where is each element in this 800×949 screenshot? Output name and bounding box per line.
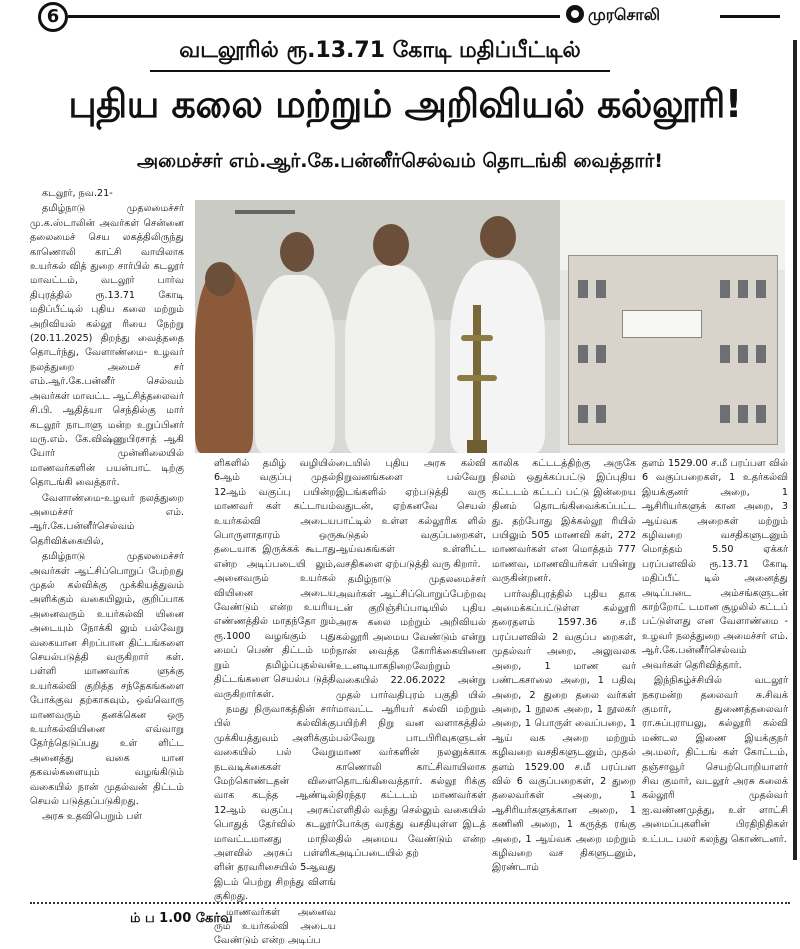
ceiling-fan — [235, 210, 295, 214]
article-paragraph: நமது நிருவாகத்தின் சார் பில் கல்விக்கு முக்கியத்துவம் அளிக்கும் வகையில் பல் வேறு நடவடிக்கைகள் மேற்கொண்டதன் விளை வாக கடந்த ஆண்டில் 12ஆம் வகுப்பு அரசுப் பொதுத் தேர்வில் கடலூர் மாவட்டமானது மாநில அளவில் அரசுப் பள்ளிக ளின் தரவரிசையில் 5ஆவது இடம் பெற்று சிறந்து விளங் குகிறது. — [214, 703, 336, 903]
article-paragraph: மாணவர்கள் அனைவ ரும் உயர்கல்வி அடைய வேண்டும் என்ற அடிப்ப — [214, 906, 336, 947]
article-paragraph: ளிகளில் தமிழ் வழியில் 6ஆம் வகுப்பு முதல் 12ஆம் வகுப்பு பயின்ற மாணவர் கள் கட்டாயம் உயர்கல்வி அடைய பொருளாதாரம் ஒரு தடையாக இருக்கக் கூடாது என்ற அடிப்படையி லும், அனைவரும் உயர்கல் வியினை அடைய வேண்டும் என்ற உயரிய எண்ணத்தில் மாதந்தோ றும் ரூ.1000 வழங்கும் புது மைப் பெண் திட்டம் மற் றும் தமிழ்ப்புதல்வன் திட்டங்களை செயல்ப டுத்தி வருகிறார்கள். — [214, 458, 336, 700]
article-paragraph: தமிழ்நாடு முதலமைச்சர் அவர்கள் ஆட்சிப்பொறுப்பேற்றவு டன் குறிஞ்சிப்பாடியில் புதிய அரசு கலை மற்றும் அறிவியல் கல்லூரி அமைய வேண்டும் என்று நான் வைத்த கோரிக்கையினை உடனடியாகநிறைவேற்றும் வகையில் 22.06.2022 அன்று முதல் பார்வதிபுரம் பகுதி யில் மாவட்ட ஆரியர் கல்வி மற்றும் பயிற்சி நிறு வன வளாகத்தில் பல்வேறு பாடபிரிவுகளுடன் மாண வர்களின் நலனுக்காக காணொலி காட்சிவாயிலாக தொடங்கிவைத்தார். கல்லூ ரிக்கு நிரந்தர கட்டடம் மாணவர்கள் எளிதில் வந்து செல்லும் வகையில் போக்கு வரத்து வசதியுள்ள இடத் தில் அமைய வேண்டும் என்ற அடிப்படையில் தற் — [336, 574, 486, 859]
article-column-1 — [30, 187, 184, 892]
page-number: 6 — [38, 2, 68, 32]
photo-person-head — [205, 262, 235, 296]
photo-person-head — [480, 216, 516, 258]
article-column-3 — [336, 457, 486, 892]
lamp-tier — [461, 335, 493, 341]
lamp-base — [467, 440, 487, 453]
building-window — [756, 345, 766, 363]
header-rule-left — [68, 15, 560, 18]
dateline: கடலூர், நவ.21- — [42, 188, 113, 199]
header-rule-right — [720, 15, 780, 18]
page-header — [0, 0, 800, 36]
article-paragraph: தளம் 1529.00 ச.மீ பரப்பள வில் 6 வகுப்பறைகள், 1 உதர்கல்வி இயக்குனர் அறை, 1 ஆசிரியர்களுக் கான அறை, 3 ஆய்வக அறைகள் மற்றும் கழிவறை வசதிகளுடனும் மொத்தம் 5.50 ஏக்கர் பரப்பளவில் ரூ.13.71 கோடி மதிப்பீட் டில் அனைத்து அடிப்படை அம்சங்களுடன் காற்றோட் டமான சூழலில் கட்டப் பட்டுள்ளது என வேளாண்மை - உழவர் நலத்துறை அமைச்சர் எம். ஆர்.கே.பன்னீர்செல்வம் அவர்கள் தெரிவித்தார். — [642, 458, 788, 671]
article-column-5 — [642, 457, 788, 892]
article-column-4 — [492, 457, 636, 892]
inauguration-photo — [195, 200, 560, 453]
next-article-fragment — [30, 900, 790, 926]
lamp-tier — [457, 375, 497, 381]
building-window — [738, 280, 748, 298]
building-window — [756, 405, 766, 423]
photo-person-woman — [195, 270, 253, 453]
section-divider — [30, 902, 790, 904]
article-paragraph: காலிக கட்டடத்திற்கு அருகே நிலம் ஒதுக்கப்பட்டு இப்புதிய கட்டடம் கட்டப் பட்டு இன்றைய தினம் தொடங்கிவைக்கப்பட்ட து. தற்போது இக்கல்லூ ரியில் பயிலும் 505 மாணவி கள், 272 மாணவர்கள் என மொத்தம் 777 மாணவ, மாணவியர்கள் பயின்று வருகின்றனர். — [492, 458, 636, 585]
article-paragraph: வேளாண்மை-உழவர் நலத்துறை அமைச்சர் எம். ஆர்.கே.பன்னீர்செல்வம் தெரிவிக்கையில், — [30, 492, 184, 547]
masthead-logo-icon — [566, 5, 584, 23]
article-subhead: அமைச்சர் எம்.ஆர்.கே.பன்னீர்செல்வம் தொடங்கி வைத்தார்! — [137, 150, 663, 172]
article-kicker: வடலூரில் ரூ.13.71 கோடி மதிப்பீட்டில் — [150, 38, 610, 72]
article-column-2 — [214, 457, 336, 947]
article-headline: புதிய கலை மற்றும் அறிவியல் கல்லூரி! — [68, 82, 742, 126]
building-window — [738, 345, 748, 363]
photo-person-1 — [255, 275, 335, 453]
article-paragraph: அரசு உதவிபெறும் பள் — [42, 811, 142, 823]
article-paragraph: டையில் புதிய அரசு கல்வி நிறுவனங்களை பல்வேறு இடங்களில் ஏற்படுத்தி வரு வதுடன், ஏற்கனவே செயல் பாட்டில் உள்ள கல்லூரிக ளில் கூடுதல் வகுப்பறைகள், ஆய்வகங்கள் உள்ளிட்ட வசதிகளை ஏற்படுத்தி வரு கிறார். — [336, 458, 486, 570]
page-edge-rule — [793, 40, 797, 860]
article-paragraph: தமிழ்நாடு முதலமைச்சர் அவர்கள் ஆட்சிப்பொறுப் பேற்றது முதல் கல்விக்கு முக்கியத்துவம் அளிக்கும் வகையிலும், குறிப்பாக அனைவரும் உயர்கல்வி யினை அடையும் நோக்கி லும் பல்வேறு வகையான சிறப்பான திட்டங்களை செயல்படுத்தி வருகிறார் கள். பள்ளி மாணவர்க ளுக்கு உயர்கல்வி குறித்த சந்தேகங்களை போக்குவ தற்காகவும், ஒவ்வொரு மாணவரும் தனக்கென ஒரு உயர்கல்வியினை எவ்வாறு தேர்ந்தெடுப்பது உள் ளிட்ட அனைத்து வகை யான தகவல்களையும் வழங்கிடும் வகையில் நான் முதல்வன் திட்டம் செயல் படுத்தப்படுகிறது. — [30, 551, 184, 808]
college-name-board — [622, 310, 702, 338]
building-window — [578, 280, 588, 298]
building-window — [720, 405, 730, 423]
building-window — [596, 405, 606, 423]
next-article-headline-fragment: ம் ப 1.00 கேர்வ — [130, 911, 233, 926]
building-window — [720, 280, 730, 298]
article-paragraph: தமிழ்நாடு முதலமைச்சர் மு.க.ஸ்டாலின் அவர்கள் சென்னை தலைமைச் செய லகத்திலிருந்து காணொலி காட்சி வாயிலாக உயர்கல் வித் துறை சார்பில் கடலூர் மாவட்டம், வடலூர் பார்வ திபுரத்தில் ரூ.13.71 கோடி மதிப்பீட்டில் புதிய கலை மற்றும் அறிவியல் கல்லூ ரியை நேற்று (20.11.2025) திறந்து வைத்ததை தொடர்ந்து, வேளாண்மை- உழவர் நலத்துறை அமைச் சர் எம்.ஆர்.கே.பன்னீர் செல்வம் அவர்கள் மாவட்ட ஆட்சித்தலைவர் சி.பி. ஆதித்யா செந்தில்கு மார் கடலூர் நாடாளு மன்ற உறுப்பினர் மரு.எம். கே.விஷ்ணுபிரசாத் ஆகி யோர் முன்னிலையில் மாணவர்களின் பயன்பாட் டிற்கு தொடங்கி வைத்தார். — [30, 203, 184, 489]
photo-person-official — [450, 260, 545, 453]
photo-person-minister — [345, 265, 435, 453]
college-building-photo — [560, 200, 785, 453]
masthead-title: முரசொலி — [588, 5, 660, 24]
article-paragraph: இந்நிகழ்ச்சியில் வடலூர் நகரமன்ற தலைவர் சு.சிவக் குமார், துணைத்தலைவர் ரா.சுப்புராயலு, கல்லூரி கல்வி மண்டல இணை இயக்குநர் அ.மலர், திட்டங் கள் கோட்டம், தஞ்சாவூர் செயற்பொறியாளர் சிவ குமார், வடலூர் அரசு கலைக் கல்லூரி முதல்வர் ஐ.வண்ணமுத்து, உள் ளாட்சி அமைப்புகளின் பிரதிநிதிகள் உட்பட பலர் கலந்து கொண்டனர். — [642, 675, 788, 845]
building-window — [578, 345, 588, 363]
building-window — [596, 280, 606, 298]
photo-person-head — [373, 224, 409, 266]
building-window — [596, 345, 606, 363]
building-window — [756, 280, 766, 298]
building-window — [720, 345, 730, 363]
photo-person-head — [280, 232, 314, 272]
article-paragraph: பார்வதிபுரத்தில் புதிய தாக அமைக்கப்பட்டுள்ள கல்லூரி தரைதளம் 1597.36 ச.மீ பரப்பளவில் 2 வகுப்ப றைகள், முதல்வர் அறை, அலுவலக அறை, 1 மாண வர் பண்டகசாலை அறை, 1 பதிவு அறை, 2 துறை தலை வர்கள் அறை, 1 நூலக அறை, 1 நூலகர் அறை, 1 பொருள் வைப்பறை, 1 ஆய் வக அறை மற்றும் கழிவறை வசதிகளுடனும், முதல் தளம் 1529.00 ச.மீ பரப்பள வில் 6 வகுப்பறைகள், 2 துறை தலைவர்கள் அறை, 1 ஆசிரியர்களுக்கான அறை, 1 கணினி அறை, 1 கருத்த ரங்கு அறை, 1 ஆய்வக அறை மற்றும் கழிவறை வச திகளுடனும், இரண்டாம் — [492, 588, 636, 874]
masthead — [566, 5, 716, 27]
building-window — [738, 405, 748, 423]
building-window — [578, 405, 588, 423]
